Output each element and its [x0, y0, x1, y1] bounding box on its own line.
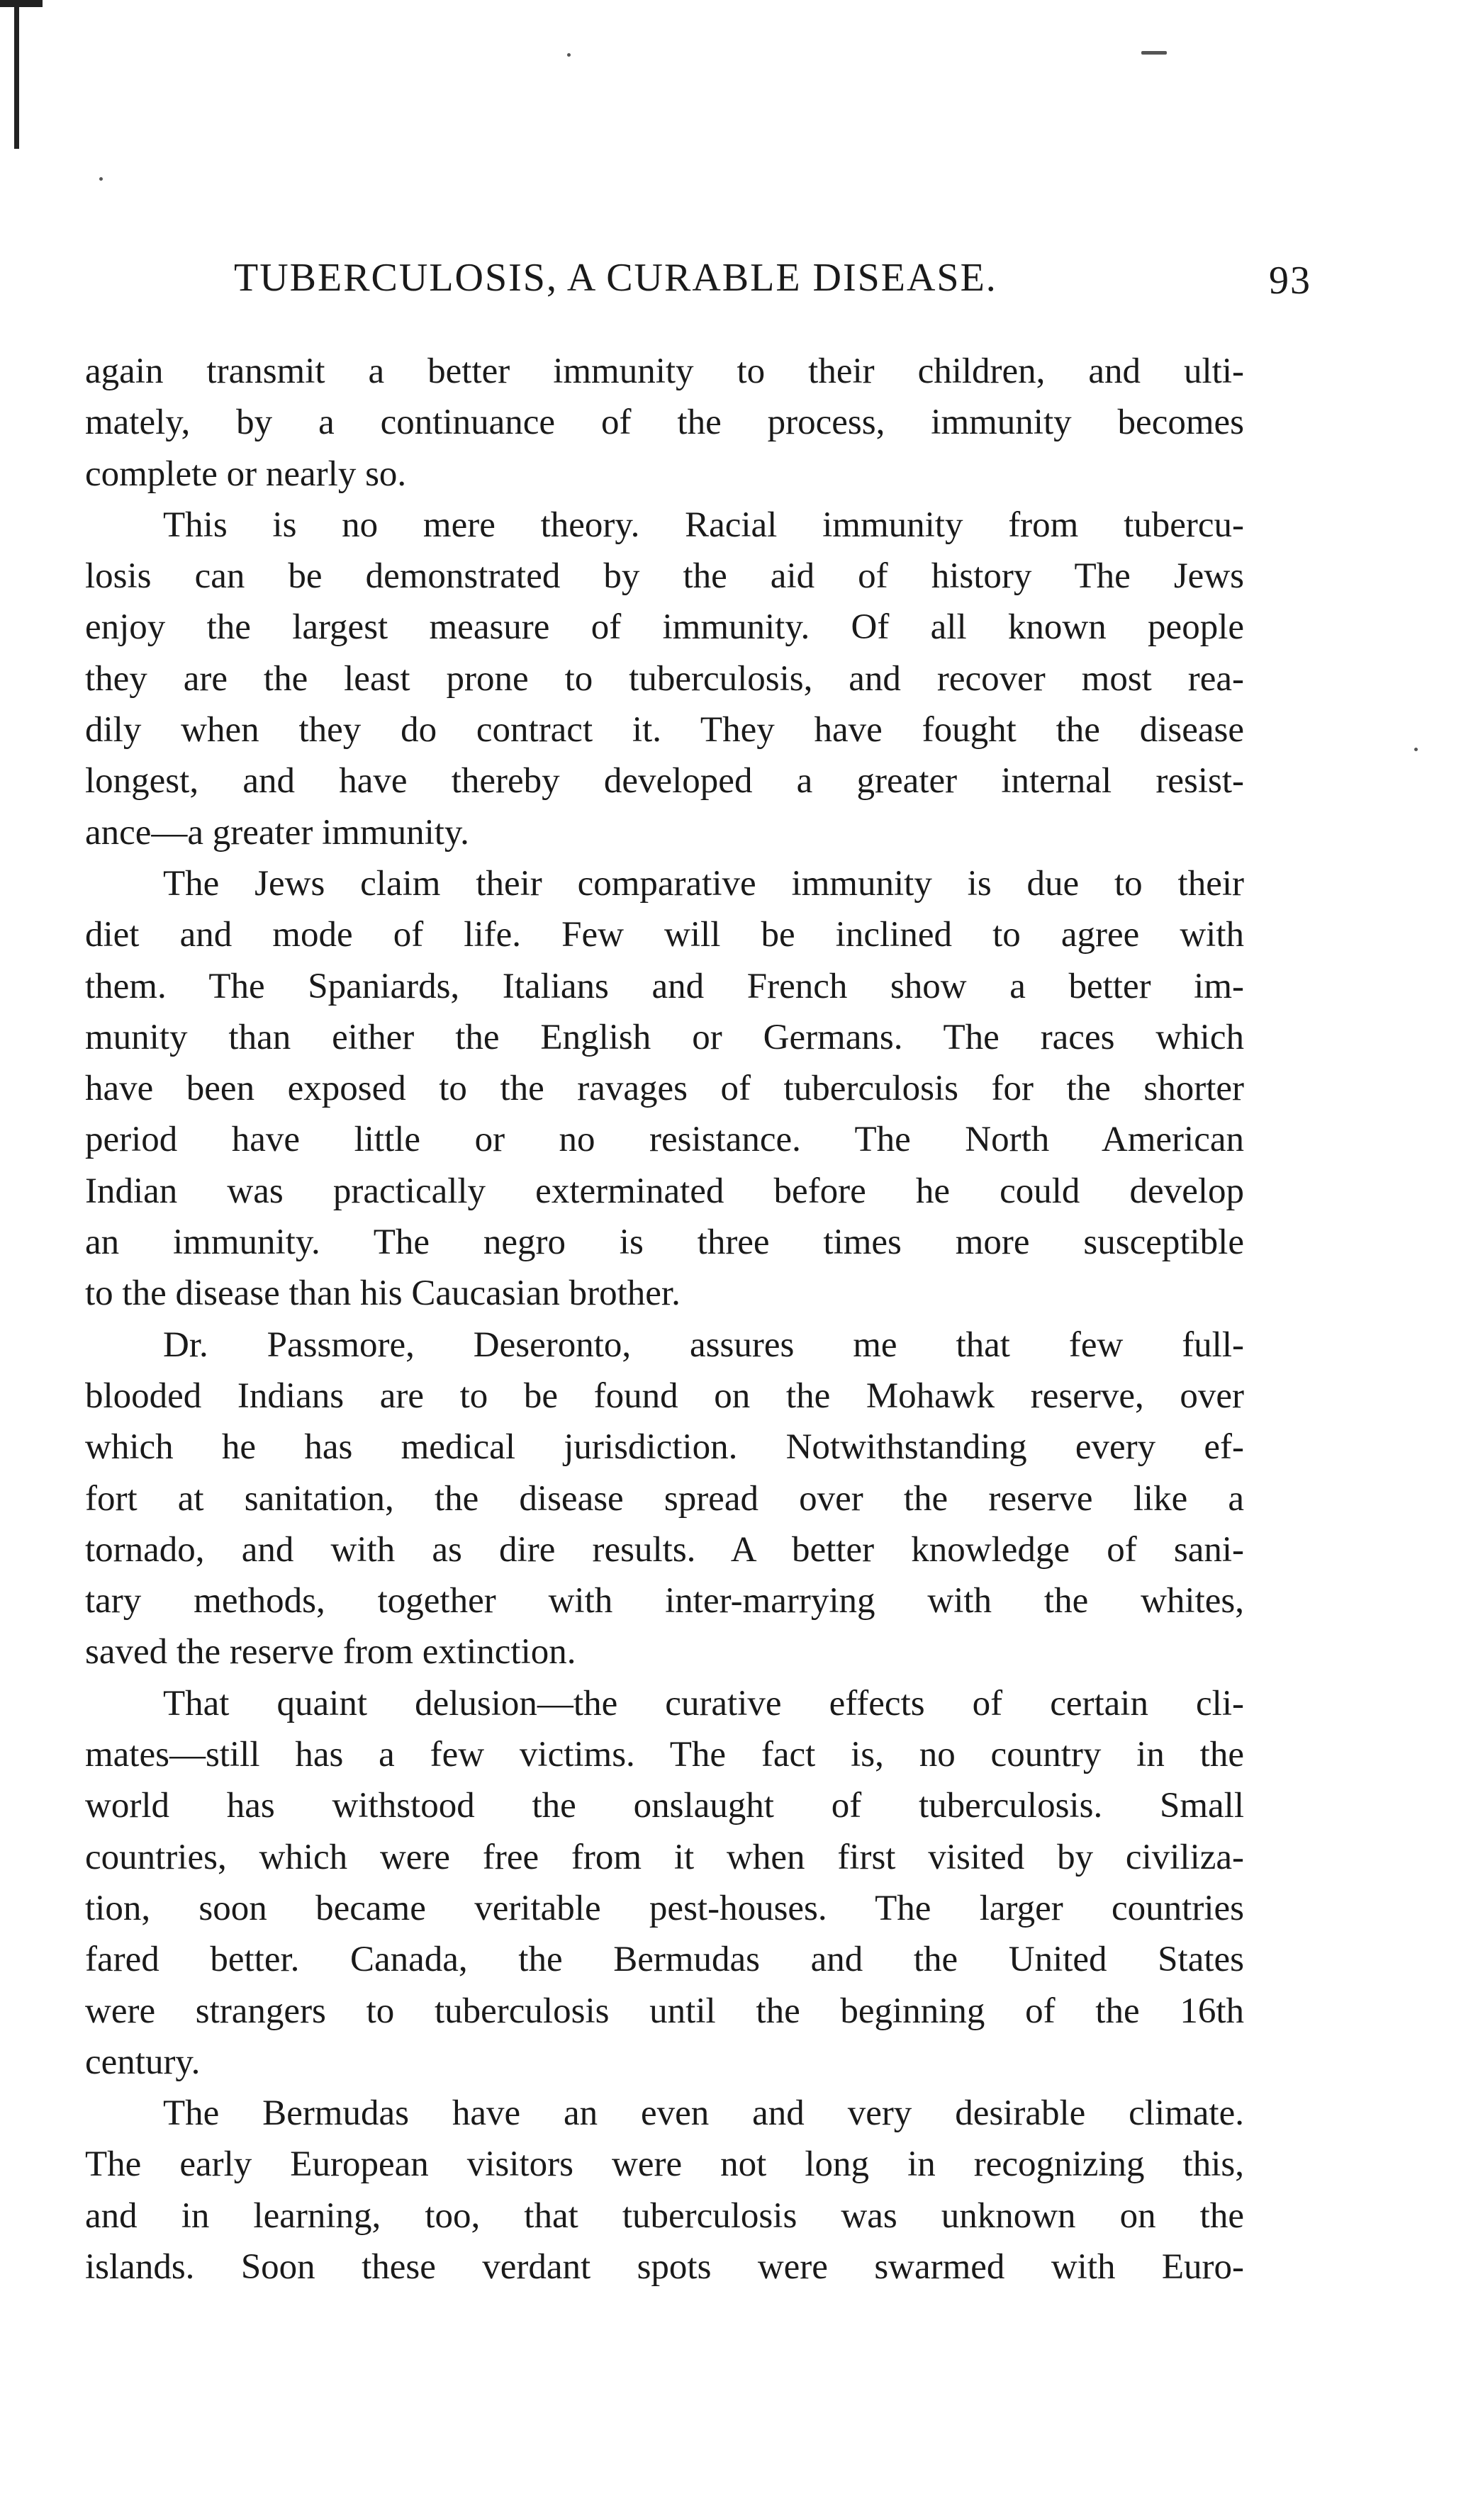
text-line: munity than either the English or Germans. The races which	[85, 1017, 1244, 1057]
text-line: fort at sanitation, the disease spread over the reserve like a	[85, 1478, 1244, 1519]
body-text	[85, 346, 1244, 2293]
text-line: The early European visitors were not long in recognizing this,	[85, 2144, 1244, 2185]
running-head	[234, 255, 1311, 312]
text-line: dily when they do contract it. They have fought the disease	[85, 710, 1244, 750]
text-line: and in learning, too, that tuberculosis was unknown on the	[85, 2195, 1244, 2236]
text-line: ance—a greater immunity.	[85, 812, 469, 853]
text-line: they are the least prone to tuberculosis, and recover most rea-	[85, 658, 1244, 699]
text-line: period have little or no resistance. The North American	[85, 1120, 1244, 1160]
text-line: longest, and have thereby developed a greater internal resist-	[85, 761, 1244, 801]
text-line: them. The Spaniards, Italians and French show a better im-	[85, 966, 1244, 1006]
text-line: to the disease than his Caucasian brother.	[85, 1273, 681, 1314]
text-line: which he has medical jurisdiction. Notwithstanding every ef-	[85, 1427, 1244, 1468]
text-line: fared better. Canada, the Bermudas and the United States	[85, 1940, 1244, 1980]
scan-speck	[99, 177, 103, 181]
text-line: saved the reserve from extinction.	[85, 1632, 576, 1672]
text-line: blooded Indians are to be found on the Mohawk reserve, over	[85, 1376, 1244, 1416]
text-line: mately, by a continuance of the process, immunity becomes	[85, 403, 1244, 443]
text-line: mates—still has a few victims. The fact is, no country in the	[85, 1735, 1244, 1775]
text-line: That quaint delusion—the curative effects of certain cli-	[163, 1683, 1244, 1723]
text-line: century.	[85, 2042, 201, 2082]
text-line: The Jews claim their comparative immunity is due to their	[163, 863, 1244, 904]
scan-speck	[1414, 748, 1418, 751]
text-line: islands. Soon these verdant spots were swarmed with Euro-	[85, 2246, 1244, 2287]
text-line: complete or nearly so.	[85, 454, 407, 494]
text-line: world has withstood the onslaught of tuberculosis. Small	[85, 1786, 1244, 1826]
text-line: Indian was practically exterminated before he could develop	[85, 1171, 1244, 1211]
text-line: tion, soon became veritable pest-houses. The larger countries	[85, 1888, 1244, 1928]
scan-edge-mark	[14, 0, 19, 149]
text-line: The Bermudas have an even and very desirable climate.	[163, 2093, 1244, 2134]
text-line: tary methods, together with inter-marrying with the whites,	[85, 1581, 1244, 1621]
text-line: Dr. Passmore, Deseronto, assures me that few full-	[163, 1324, 1244, 1365]
text-line: were strangers to tuberculosis until the beginning of the 16th	[85, 1991, 1244, 2031]
scan-speck	[567, 53, 571, 57]
text-line: countries, which were free from it when first visited by civiliza-	[85, 1837, 1244, 1877]
scan-speck	[1141, 51, 1167, 55]
text-line: This is no mere theory. Racial immunity from tubercu-	[163, 505, 1244, 545]
page-number: 93	[1269, 259, 1311, 303]
text-line: again transmit a better immunity to their children, and ulti-	[85, 351, 1244, 391]
running-title: TUBERCULOSIS, A CURABLE DISEASE.	[234, 256, 997, 300]
text-line: an immunity. The negro is three times more susceptible	[85, 1222, 1244, 1263]
text-line: enjoy the largest measure of immunity. Of all known people	[85, 607, 1244, 648]
scan-edge-mark	[0, 0, 43, 7]
text-line: diet and mode of life. Few will be inclined to agree with	[85, 915, 1244, 955]
text-line: have been exposed to the ravages of tuberculosis for the shorter	[85, 1069, 1244, 1109]
text-line: tornado, and with as dire results. A better knowledge of sani-	[85, 1529, 1244, 1570]
text-line: losis can be demonstrated by the aid of history The Jews	[85, 556, 1244, 597]
